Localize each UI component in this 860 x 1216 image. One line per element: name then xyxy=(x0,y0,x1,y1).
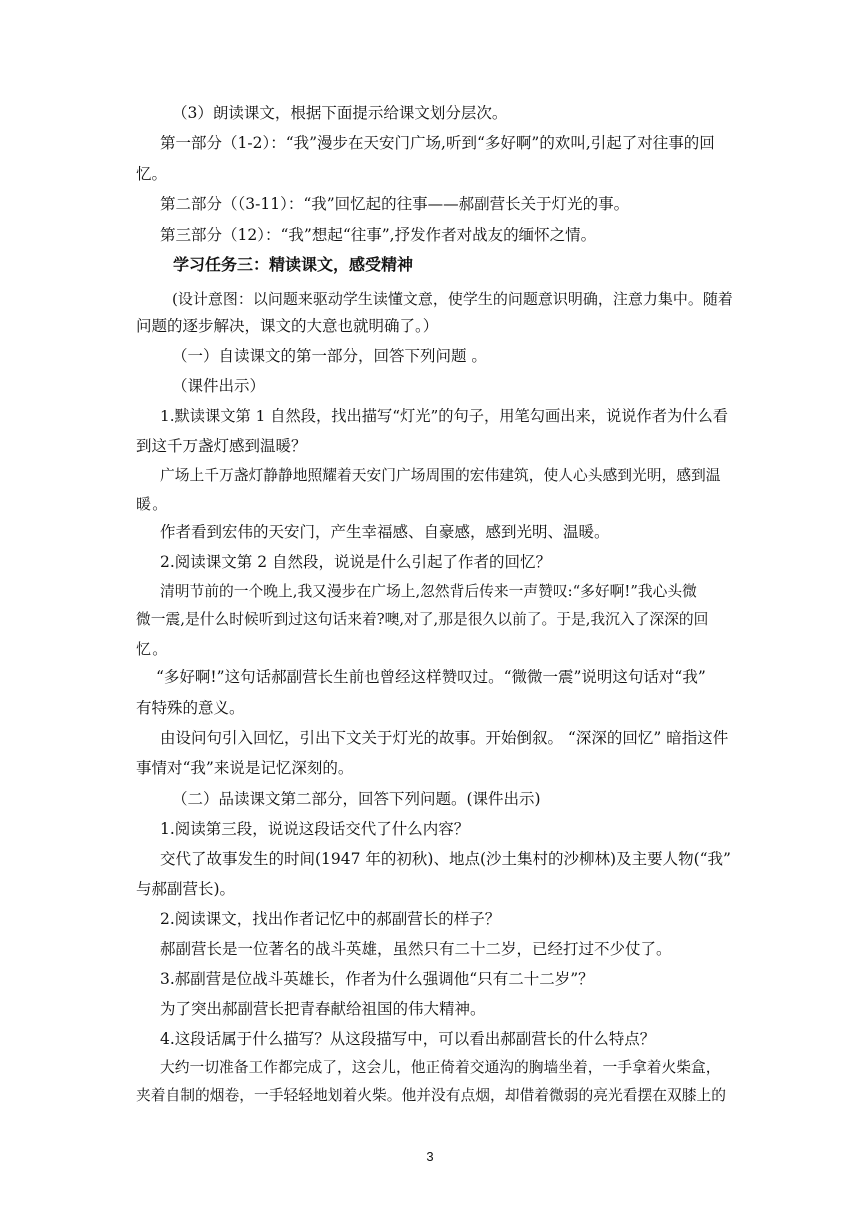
text-line: 交代了故事发生的时间(1947 年的初秋)、地点(沙土集村的沙柳林)及主要人物(“我” xyxy=(160,850,731,868)
text-line: 第一部分（1-2）：“我”漫步在天安门广场,听到“多好啊”的欢叫,引起了对往事的回 xyxy=(160,134,715,152)
text-line: 与郝副营长)。 xyxy=(136,880,236,898)
text-line: 大约一切准备工作都完成了，这会儿，他正倚着交通沟的胸墙坐着，一手拿着火柴盒， xyxy=(160,1059,721,1076)
text-line: (设计意图：以问题来驱动学生读懂文意，使学生的问题意识明确，注意力集中。随着 xyxy=(172,290,733,308)
text-line: （一）自读课文的第一部分，回答下列问题 。 xyxy=(172,347,487,365)
text-line: 由设问句引入回忆，引出下文关于灯光的故事。开始倒叙。 “深深的回忆” 暗指这件 xyxy=(160,729,729,747)
section-heading: 学习任务三：精读课文，感受精神 xyxy=(173,255,414,274)
text-line: 夹着自制的烟卷，一手轻轻地划着火柴。他并没有点烟，却借着微弱的亮光看摆在双膝上的 xyxy=(136,1087,726,1104)
text-line: 忆。 xyxy=(136,165,168,183)
text-line: 广场上千万盏灯静静地照耀着天安门广场周围的宏伟建筑，使人心头感到光明，感到温 xyxy=(160,467,721,484)
text-line: 4.这段话属于什么描写？从这段描写中，可以看出郝副营长的什么特点？ xyxy=(160,1030,656,1048)
text-line: 到这千万盏灯感到温暖？ xyxy=(136,437,307,455)
text-line: 忆。 xyxy=(136,640,169,658)
text-line: 问题的逐步解决，课文的大意也就明确了。） xyxy=(136,317,439,335)
text-line: 暖。 xyxy=(136,495,169,513)
text-line: 2.阅读课文，找出作者记忆中的郝副营长的样子？ xyxy=(160,910,501,928)
text-line: 1.阅读第三段，说说这段话交代了什么内容？ xyxy=(160,820,470,838)
text-line: 2.阅读课文第 2 自然段，说说是什么引起了作者的回忆？ xyxy=(160,553,552,571)
text-line: （二）品读课文第二部分，回答下列问题。(课件出示) xyxy=(172,790,541,808)
text-line: （3）朗读课文，根据下面提示给课文划分层次。 xyxy=(172,104,508,122)
text-line: 作者看到宏伟的天安门，产生幸福感、自豪感，感到光明、温暖。 xyxy=(160,523,610,541)
text-line: 清明节前的一个晚上,我又漫步在广场上,忽然背后传来一声赞叹:“多好啊!”我心头微 xyxy=(160,583,697,600)
text-line: 为了突出郝副营长把青春献给祖国的伟大精神。 xyxy=(160,1000,486,1018)
text-line: 1.默读课文第 1 自然段，找出描写“灯光”的句子，用笔勾画出来，说说作者为什么看 xyxy=(160,407,729,425)
text-line: 微一震,是什么时候听到过这句话来着?噢,对了,那是很久以前了。于是,我沉入了深深的回 xyxy=(136,611,709,628)
text-line: 有特殊的意义。 xyxy=(136,699,245,717)
text-line: 事情对“我”来说是记忆深刻的。 xyxy=(136,759,354,777)
text-line: 第二部分（（3-11）：“我”回忆起的往事——郝副营长关于灯光的事。 xyxy=(160,195,630,213)
page-number: 3 xyxy=(426,1149,434,1164)
text-line: 郝副营长是一位著名的战斗英雄，虽然只有二十二岁，已经打过不少仗了。 xyxy=(160,940,672,958)
text-line: 3.郝副营是位战斗英雄长，作者为什么强调他“只有二十二岁”？ xyxy=(160,970,594,988)
text-line: 第三部分（12）：“我”想起“往事”,抒发作者对战友的缅怀之情。 xyxy=(160,226,597,244)
text-line: （课件出示） xyxy=(172,377,266,395)
text-line: “多好啊!”这句话郝副营长生前也曾经这样赞叹过。“微微一震”说明这句话对“我” xyxy=(156,668,706,686)
